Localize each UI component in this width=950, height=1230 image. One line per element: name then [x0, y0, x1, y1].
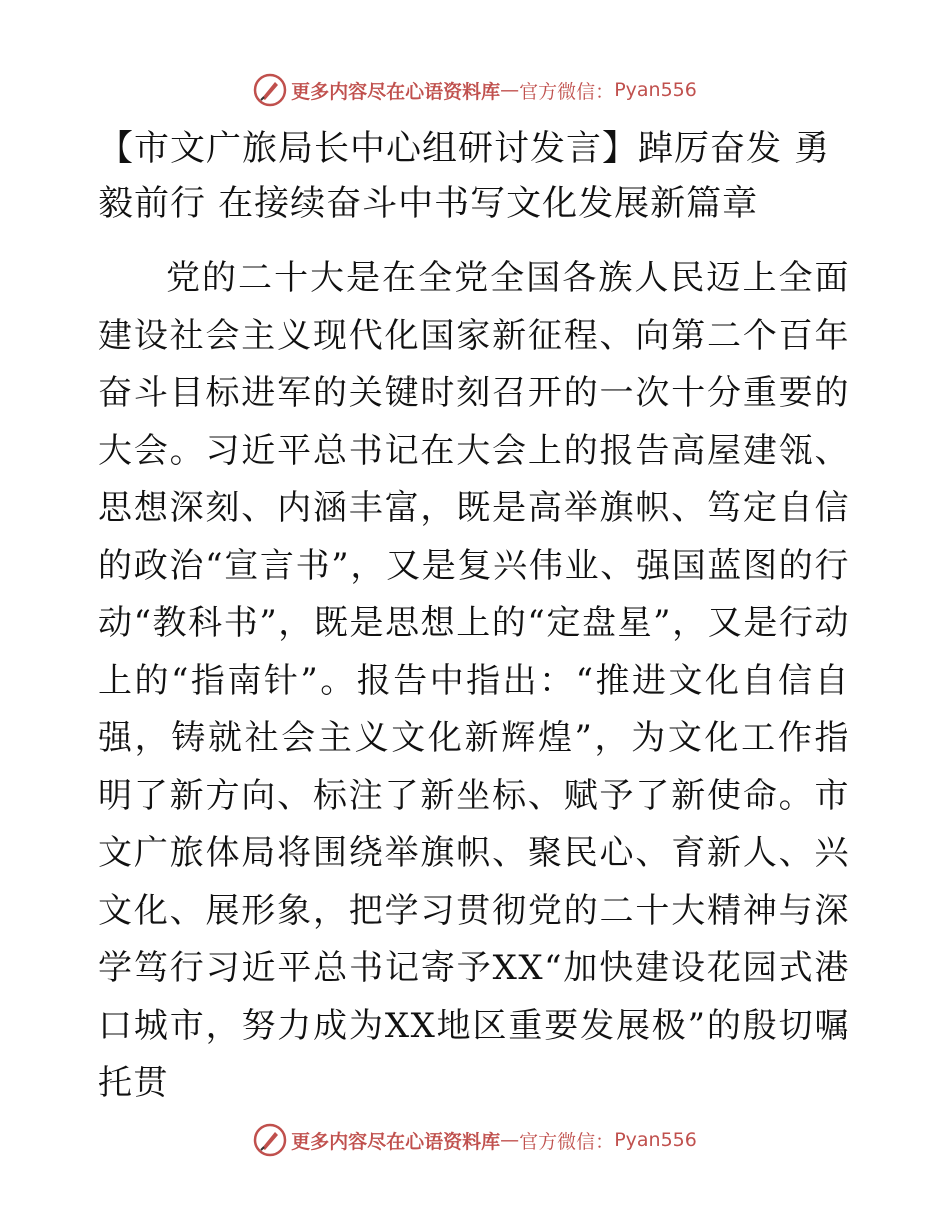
footer-banner	[0, 1120, 950, 1160]
banner-wechat-id: Pyan556	[614, 1129, 697, 1151]
header-banner	[0, 70, 950, 110]
banner-site-name: 更多内容尽在心语资料库	[291, 1130, 501, 1153]
banner-wechat-label: 官方微信：	[519, 1130, 615, 1153]
banner-separator: —	[500, 1129, 520, 1151]
body-paragraph: 党的二十大是在全党全国各族人民迈上全面建设社会主义现代化国家新征程、向第二个百年奋斗目标进军的关键时刻召开的一次十分重要的大会。习近平总书记在大会上的报告高屋建瓴、思想深刻、内涵丰富，既是高举旗帜、笃定自信的政治“宣言书”，又是复兴伟业、强国蓝图的行动“教科书”，既是思想上的“定盘星”，又是行动上的“指南针”。报告中指出：“推进文化自信自强，铸就社会主义文化新辉煌”，为文化工作指明了新方向、标注了新坐标、赋予了新使命。市文广旅体局将围绕举旗帜、聚民心、育新人、兴文化、展形象，把学习贯彻党的二十大精神与深学笃行习近平总书记寄予XX“加快建设花园式港口城市，努力成为XX地区重要发展极”的殷切嘱托贯	[98, 258, 850, 1103]
banner-wechat-id: Pyan556	[614, 79, 697, 101]
banner-separator: —	[500, 79, 520, 101]
banner-wechat-label: 官方微信：	[519, 80, 615, 103]
quill-logo-icon	[253, 73, 287, 107]
quill-logo-icon	[253, 1123, 287, 1157]
document-title: 【市文广旅局长中心组研讨发言】踔厉奋发 勇毅前行 在接续奋斗中书写文化发展新篇章	[98, 129, 831, 224]
banner-site-name: 更多内容尽在心语资料库	[291, 80, 501, 103]
